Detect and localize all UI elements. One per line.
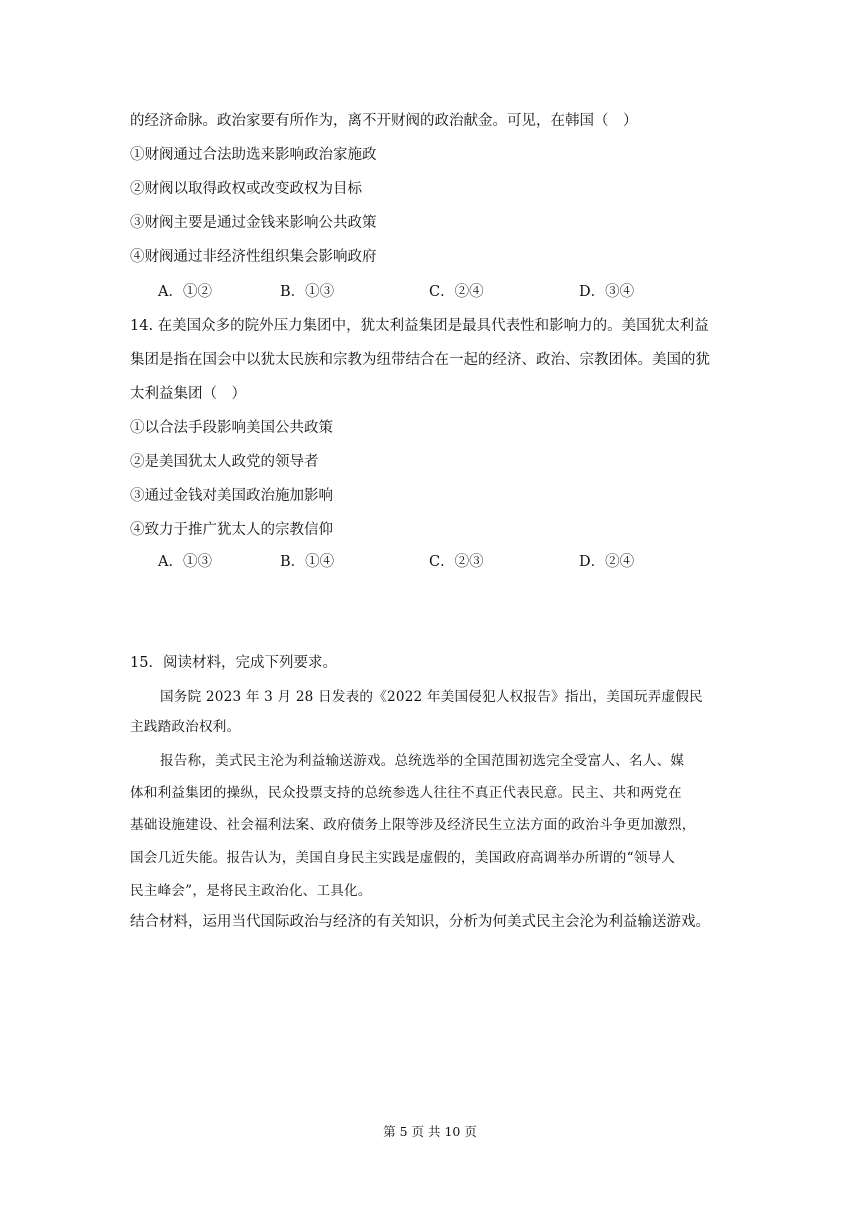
q14-item-2: ②是美国犹太人政党的领导者 [130,454,319,470]
q13-option-d: D．③④ [579,284,635,300]
q14-option-b: B．①④ [280,554,335,570]
q14-item-1: ①以合法手段影响美国公共政策 [130,420,333,436]
q14-option-c: C．②③ [429,554,484,570]
q15-material-line-5: 基础设施建设、社会福利法案、政府债务上限等涉及经济民生立法方面的政治斗争更加激烈， [130,817,696,833]
q14-option-d: D．②④ [579,554,635,570]
q15-material-line-4: 体和利益集团的操纵，民众投票支持的总统参选人往往不真正代表民意。民主、共和两党在 [130,785,682,801]
q15-material-line-1: 国务院 2023 年 3 月 28 日发表的《2022 年美国侵犯人权报告》指出，美国玩弄虚假民 [160,689,703,705]
q13-option-c: C．②④ [429,284,484,300]
q13-item-4: ④财阀通过非经济性组织集会影响政府 [130,249,377,265]
q15-material-line-2: 主践踏政治权利。 [130,719,241,735]
q13-item-2: ②财阀以取得政权或改变政权为目标 [130,181,362,197]
q14-stem-line-2: 集团是指在国会中以犹太民族和宗教为纽带结合在一起的经济、政治、宗教团体。美国的犹 [130,352,710,368]
q13-option-b: B．①③ [280,284,335,300]
page-footer: 第 5 页 共 10 页 [383,1124,477,1139]
q15-material-line-3: 报告称，美式民主沦为利益输送游戏。总统选举的全国范围初选完全受富人、名人、媒 [160,753,685,769]
q14-item-4: ④致力于推广犹太人的宗教信仰 [130,522,333,538]
q13-item-1: ①财阀通过合法助选来影响政治家施政 [130,147,377,163]
q13-option-a: A．①② [158,284,212,300]
q13-stem-tail: 的经济命脉。政治家要有所作为，离不开财阀的政治献金。可见，在韩国（ ） [130,113,638,129]
q14-stem-line-3: 太利益集团（ ） [130,386,246,402]
q15-question: 结合材料，运用当代国际政治与经济的有关知识，分析为何美式民主会沦为利益输送游戏。 [130,914,710,930]
q15-material-line-6: 国会几近失能。报告认为，美国自身民主实践是虚假的，美国政府高调举办所谓的“领导人 [130,850,676,866]
q13-item-3: ③财阀主要是通过金钱来影响公共政策 [130,215,377,231]
q14-stem-line-1: 14. 在美国众多的院外压力集团中，犹太利益集团是最具代表性和影响力的。美国犹太利益 [130,318,709,334]
q14-item-3: ③通过金钱对美国政治施加影响 [130,488,333,504]
q15-material-line-7: 民主峰会”，是将民主政治化、工具化。 [130,883,372,899]
q15-stem: 15．阅读材料，完成下列要求。 [130,655,337,671]
q14-option-a: A．①③ [158,554,212,570]
